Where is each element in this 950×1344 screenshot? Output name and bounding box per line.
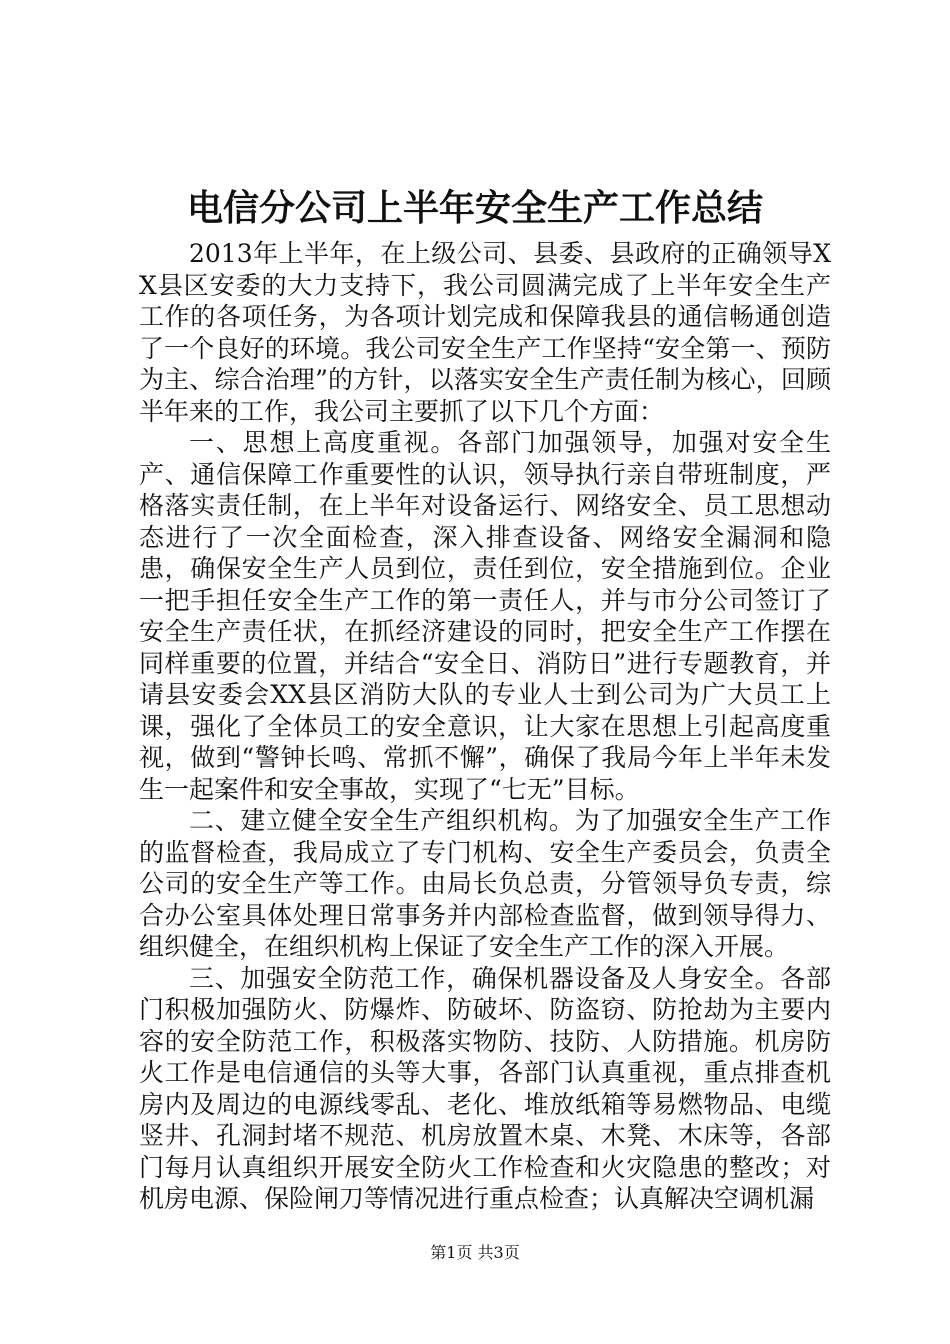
paragraph-section-2: 二、建立健全安全生产组织机构。为了加强安全生产工作的监督检查，我局成立了专门机构、安全生产委员会，负责全公司的安全生产等工作。由局长负总责，分管领导负专责，综合办公室具体处理日常事务并内部检查监督，做到领导得力、组织健全，在组织机构上保证了安全生产工作的深入开展。: [139, 806, 831, 961]
page-number-footer: 第1页 共3页: [430, 1243, 520, 1262]
document-title: 电信分公司上半年安全生产工作总结: [186, 187, 763, 229]
paragraph-section-1: 一、思想上高度重视。各部门加强领导，加强对安全生产、通信保障工作重要性的认识，领导执行亲自带班制度，严格落实责任制，在上半年对设备运行、网络安全、员工思想动态进行了一次全面检查，深入排查设备、网络安全漏洞和隐患，确保安全生产人员到位，责任到位，安全措施到位。企业一把手担任安全生产工作的第一责任人，并与市分公司签订了安全生产责任状，在抓经济建设的同时，把安全生产工作摆在同样重要的位置，并结合“安全日、消防日”进行专题教育，并请县安委会XX县区消防大队的专业人士到公司为广大员工上课，强化了全体员工的安全意识，让大家在思想上引起高度重视，做到“警钟长鸣、常抓不懈”，确保了我局今年上半年未发生一起案件和安全事故，实现了“七无”目标。: [139, 428, 831, 804]
paragraph-intro: 2013年上半年，在上级公司、县委、县政府的正确领导XX县区安委的大力支持下，我公司圆满完成了上半年安全生产工作的各项任务，为各项计划完成和保障我县的通信畅通创造了一个良好的环境。我公司安全生产工作坚持“安全第一、预防为主、综合治理”的方针，以落实安全生产责任制为核心，回顾半年来的工作，我公司主要抓了以下几个方面：: [139, 239, 831, 426]
paragraph-section-3: 三、加强安全防范工作，确保机器设备及人身安全。各部门积极加强防火、防爆炸、防破坏、防盗窃、防抢劫为主要内容的安全防范工作，积极落实物防、技防、人防措施。机房防火工作是电信通信的头等大事，各部门认真重视，重点排查机房内及周边的电源线零乱、老化、堆放纸箱等易燃物品、电缆竖井、孔洞封堵不规范、机房放置木桌、木凳、木床等，各部门每月认真组织开展安全防火工作检查和火灾隐患的整改；对机房电源、保险闸刀等情况进行重点检查；认真解决空调机漏: [139, 963, 831, 1213]
document-body: [139, 238, 831, 1215]
